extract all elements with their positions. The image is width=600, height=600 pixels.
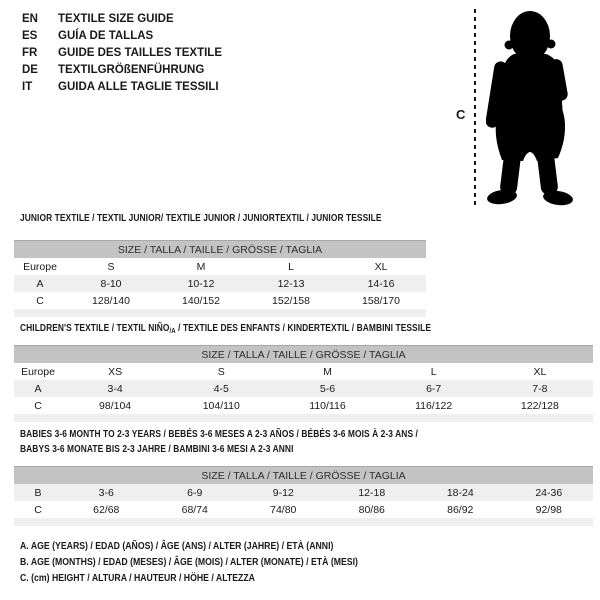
- size-cell: 158/170: [362, 294, 400, 307]
- babies-section-title-line1: BABIES 3-6 MONTH TO 2-3 YEARS / BEBÉS 3-6 MESES A 2-3 AÑOS / BÉBÉS 3-6 MOIS À 2-3 ANS /: [20, 428, 418, 440]
- size-cell: 6-9: [151, 484, 240, 501]
- language-code: IT: [22, 81, 33, 93]
- size-cell: 68/74: [181, 503, 208, 516]
- size-cell: 24-36: [505, 484, 594, 501]
- table-size-header: SIZE / TALLA / TAILLE / GRÖSSE / TAGLIA: [14, 467, 593, 485]
- language-row: [22, 45, 222, 62]
- size-cell: M: [196, 260, 206, 273]
- size-cell: 86/92: [447, 503, 474, 516]
- language-code: EN: [22, 13, 38, 25]
- language-title: TEXTILE SIZE GUIDE: [58, 13, 174, 25]
- table-row: [14, 275, 426, 292]
- baby-silhouette-icon: [486, 9, 576, 207]
- size-cell: 104/110: [202, 399, 240, 412]
- table-header-row: [14, 241, 426, 259]
- size-cell: 5-6: [274, 380, 380, 397]
- language-code: DE: [22, 64, 38, 76]
- language-title-list: [22, 11, 222, 96]
- size-cell: S: [217, 365, 225, 378]
- table-size-header: SIZE / TALLA / TAILLE / GRÖSSE / TAGLIA: [14, 346, 593, 364]
- row-label: Europe: [23, 260, 57, 273]
- size-cell: 98/104: [99, 399, 132, 412]
- children-section-title-text: CHILDREN'S TEXTILE / TEXTIL NIÑO: [20, 322, 170, 334]
- size-cell: 80/86: [358, 503, 385, 516]
- children-section-title-text: / TEXTILE DES ENFANTS / KINDERTEXTIL / BAMBINI TESSILE: [175, 322, 432, 334]
- table-row: [14, 484, 593, 501]
- table-footer-band: [14, 309, 426, 317]
- table-footer-band: [14, 414, 593, 422]
- size-cell: 7-8: [487, 380, 593, 397]
- size-cell: 4-5: [168, 380, 274, 397]
- size-cell: 128/140: [92, 294, 130, 307]
- size-cell: L: [430, 365, 437, 378]
- size-cell: 12-18: [328, 484, 417, 501]
- footnote-age-months: B. AGE (MONTHS) / EDAD (MESES) / ÂGE (MOIS) / ALTER (MONATE) / ETÀ (MESI): [20, 556, 358, 568]
- babies-section-title-line2: BABYS 3-6 MONATE BIS 2-3 JAHRE / BAMBINI 3-6 MESI A 2-3 ANNI: [20, 443, 294, 455]
- table-row: [14, 258, 426, 275]
- row-label: C: [34, 399, 42, 412]
- children-title-subscript: /A: [169, 326, 176, 335]
- size-cell: 12-13: [246, 275, 336, 292]
- table-row: [14, 380, 593, 397]
- size-cell: XS: [108, 365, 123, 378]
- size-cell: 116/122: [415, 399, 453, 412]
- table-size-header: SIZE / TALLA / TAILLE / GRÖSSE / TAGLIA: [14, 241, 426, 259]
- row-label: Europe: [21, 365, 55, 378]
- size-cell: XL: [374, 260, 388, 273]
- table-footer-band-cell: [14, 414, 593, 422]
- babies-section-title: [20, 427, 418, 457]
- row-label: B: [14, 484, 62, 501]
- height-measure-dashed-line: [473, 9, 477, 209]
- row-label: A: [14, 275, 66, 292]
- size-cell: 152/158: [272, 294, 310, 307]
- footnote-legend: [20, 538, 358, 586]
- children-section-title: [20, 322, 431, 335]
- size-cell: 18-24: [416, 484, 505, 501]
- table-row: [14, 501, 593, 518]
- size-cell: 62/68: [93, 503, 120, 516]
- height-label: C: [456, 107, 466, 122]
- size-cell: M: [323, 365, 332, 378]
- size-cell: 3-4: [62, 380, 168, 397]
- language-title: GUÍA DE TALLAS: [58, 30, 154, 42]
- size-cell: S: [107, 260, 115, 273]
- row-label: C: [34, 503, 42, 516]
- language-code: ES: [22, 30, 38, 42]
- language-row: [22, 79, 222, 96]
- size-cell: 10-12: [156, 275, 246, 292]
- size-cell: 122/128: [520, 399, 559, 412]
- language-title: GUIDA ALLE TAGLIE TESSILI: [58, 81, 219, 93]
- size-cell: 8-10: [66, 275, 156, 292]
- junior-size-table: [14, 240, 426, 317]
- size-cell: 74/80: [270, 503, 297, 516]
- table-footer-band-cell: [14, 518, 593, 526]
- size-cell: 3-6: [62, 484, 151, 501]
- table-header-row: [14, 346, 593, 364]
- footnote-height-cm: C. (cm) HEIGHT / ALTURA / HAUTEUR / HÖHE / ALTEZZA: [20, 572, 255, 584]
- footnote-age-years: A. AGE (YEARS) / EDAD (AÑOS) / ÂGE (ANS) / ALTER (JAHRE) / ETÀ (ANNI): [20, 540, 334, 552]
- table-row: [14, 363, 593, 380]
- size-cell: XL: [533, 365, 547, 378]
- babies-size-table: [14, 466, 593, 526]
- row-label: A: [14, 380, 62, 397]
- junior-section-title: [20, 212, 382, 224]
- table-header-row: [14, 467, 593, 485]
- size-cell: L: [288, 260, 294, 273]
- language-title: GUIDE DES TAILLES TEXTILE: [58, 47, 222, 59]
- language-title: TEXTILGRÖßENFÜHRUNG: [58, 64, 205, 76]
- language-code: FR: [22, 47, 38, 59]
- size-cell: 9-12: [239, 484, 328, 501]
- size-cell: 92/98: [535, 503, 562, 516]
- size-cell: 14-16: [336, 275, 426, 292]
- language-row: [22, 28, 222, 45]
- size-cell: 140/152: [182, 294, 220, 307]
- size-cell: 6-7: [381, 380, 487, 397]
- language-row: [22, 62, 222, 79]
- table-footer-band: [14, 518, 593, 526]
- table-row: [14, 292, 426, 309]
- size-cell: 110/116: [309, 399, 346, 412]
- row-label: C: [36, 294, 44, 307]
- junior-section-title-text: JUNIOR TEXTILE / TEXTIL JUNIOR/ TEXTILE JUNIOR / JUNIORTEXTIL / JUNIOR TESSILE: [20, 212, 382, 224]
- language-row: [22, 11, 222, 28]
- children-size-table: [14, 345, 593, 422]
- table-footer-band-cell: [14, 309, 426, 317]
- table-row: [14, 397, 593, 414]
